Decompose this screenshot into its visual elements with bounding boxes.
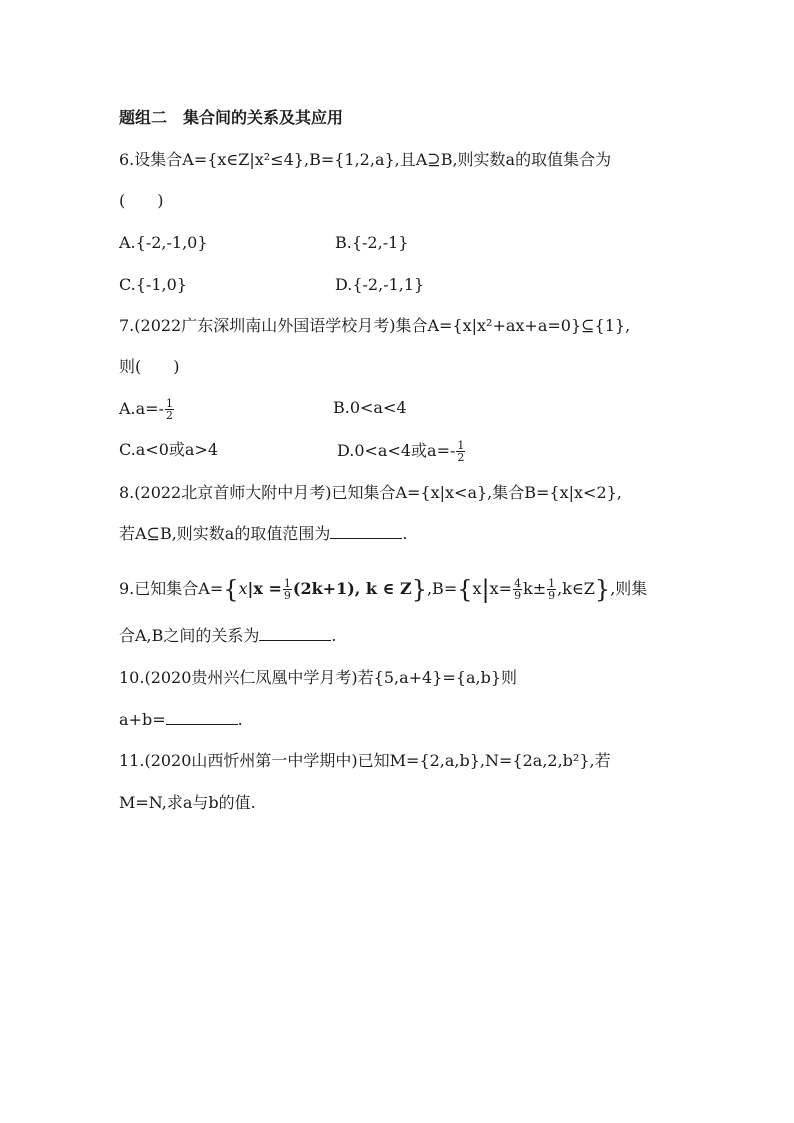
answer-blank[interactable] — [330, 524, 402, 539]
period: . — [237, 710, 243, 729]
fraction: $\frac{1}{9}$ — [283, 577, 291, 602]
q11-stem-line2: M=N,求a与b的值. — [119, 793, 256, 812]
period: . — [402, 524, 408, 543]
q10-stem: 10.(2020贵州兴仁凤凰中学月考)若{5,a+4}={a,b}则 — [119, 668, 518, 687]
q6-option-c: C.{-1,0} — [119, 275, 187, 294]
q10-stem-text: a+b= — [119, 710, 166, 729]
q9-stem — [119, 575, 648, 604]
set-variable: x — [472, 579, 482, 598]
q9-stem-suffix: ,则集 — [610, 579, 648, 598]
section-title: 题组二 集合间的关系及其应用 — [119, 108, 344, 127]
fraction: $\frac{1}{2}$ — [457, 439, 465, 464]
q10-stem-line2 — [119, 710, 243, 730]
set-condition-rest: ,k∈Z — [557, 579, 595, 598]
right-brace: } — [594, 575, 611, 604]
q6-answer-paren: ( ) — [119, 191, 164, 210]
q7-option-d-text: D.0<a<4或a=- — [337, 441, 456, 460]
q6-option-d: D.{-2,-1,1} — [335, 275, 425, 294]
q7-option-b: B.0<a<4 — [333, 398, 407, 417]
set-b-label: ,B= — [426, 579, 458, 598]
set-condition: x= — [489, 579, 513, 598]
q6-stem: 6.设集合A={x∈Z|x²≤4},B={1,2,a},且A⊇B,则实数a的取值集合为 — [119, 150, 612, 169]
left-brace: { — [223, 575, 239, 604]
answer-blank[interactable] — [259, 626, 331, 641]
q9-stem-line2 — [119, 626, 337, 646]
q7-option-a — [119, 398, 175, 421]
left-brace: { — [457, 575, 473, 604]
set-condition: |x = — [247, 579, 282, 598]
answer-blank[interactable] — [166, 710, 238, 725]
set-condition-rest: (2k+1), k ∈ Z — [292, 579, 412, 598]
q9-stem-text: 合A,B之间的关系为 — [119, 626, 260, 645]
q6-option-a: A.{-2,-1,0} — [119, 233, 208, 252]
period: . — [331, 626, 337, 645]
q8-stem-text: 若A⊆B,则实数a的取值范围为 — [119, 524, 331, 543]
q6-option-b: B.{-2,-1} — [335, 233, 409, 252]
fraction: $\frac{1}{2}$ — [166, 397, 173, 422]
q9-stem-text: 9.已知集合A= — [119, 579, 224, 598]
q7-option-a-text: A.a=- — [119, 399, 164, 418]
set-variable: x — [238, 579, 248, 598]
right-brace: } — [411, 575, 427, 604]
q7-option-d — [337, 440, 466, 463]
q7-answer-paren: 则( ) — [119, 357, 180, 376]
q11-stem: 11.(2020山西忻州第一中学期中)已知M={2,a,b},N={2a,2,b²},若 — [119, 751, 611, 770]
set-condition-k: k± — [523, 579, 547, 598]
fraction: $\frac{4}{9}$ — [514, 577, 522, 602]
fraction: $\frac{1}{9}$ — [548, 577, 556, 602]
q7-option-c: C.a<0或a>4 — [119, 440, 219, 459]
q7-stem: 7.(2022广东深圳南山外国语学校月考)集合A={x|x²+ax+a=0}⊆{1}, — [119, 316, 631, 335]
vertical-bar: | — [481, 575, 490, 604]
q8-stem-line2 — [119, 524, 407, 544]
q8-stem: 8.(2022北京首师大附中月考)已知集合A={x|x<a},集合B={x|x<2}, — [119, 483, 622, 502]
